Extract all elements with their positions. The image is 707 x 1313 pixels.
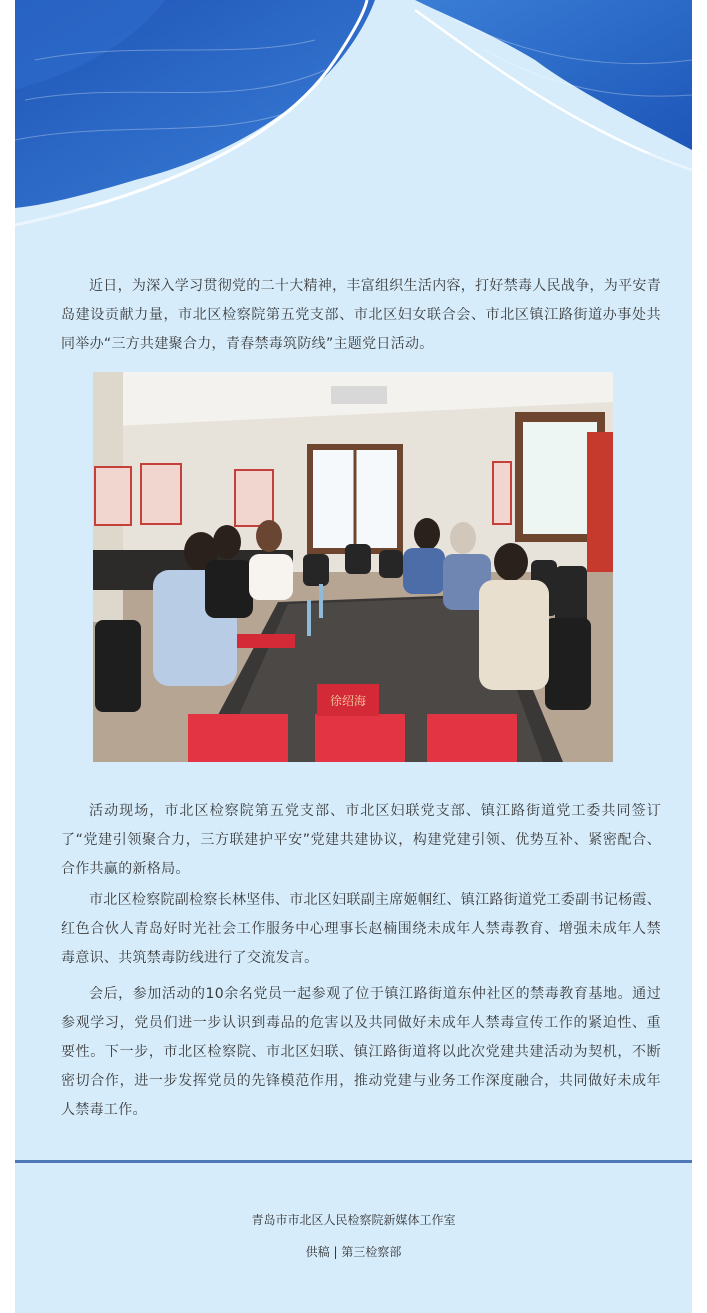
footer-divider bbox=[15, 1160, 692, 1163]
nameplate-text: 徐绍海 bbox=[329, 694, 367, 708]
signing-paragraph: 活动现场，市北区检察院第五党支部、市北区妇联党支部、镇江路街道党工委共同签订了“党建引领聚合力，三方联建护平安”党建共建协议，构建党建引领、优势互补、紧密配合、合作共赢的新格局。 bbox=[61, 803, 661, 877]
header-banner bbox=[15, 0, 692, 240]
intro-paragraph: 近日，为深入学习贯彻党的二十大精神，丰富组织生活内容，打好禁毒人民战争，为平安青岛建设贡献力量，市北区检察院第五党支部、市北区妇女联合会、市北区镇江路街道办事处共同举办“三方共建聚合力，青春禁毒筑防线”主题党日活动。 bbox=[61, 278, 661, 352]
footer-contributor: 供稿 | 第三检察部 bbox=[305, 1245, 402, 1259]
meeting-photo bbox=[93, 372, 613, 762]
article-page bbox=[15, 0, 692, 1313]
footer-studio: 青岛市市北区人民检察院新媒体工作室 bbox=[251, 1213, 456, 1227]
visit-paragraph: 会后，参加活动的10余名党员一起参观了位于镇江路街道东仲社区的禁毒教育基地。通过参观学习，党员们进一步认识到毒品的危害以及共同做好未成年人禁毒宣传工作的紧迫性、重要性。下一步，市北区检察院、市北区妇联、镇江路街道将以此次党建共建活动为契机，不断密切合作，进一步发挥党员的先锋模范作用，推动党建与业务工作深度融合，共同做好未成年人禁毒工作。 bbox=[61, 986, 661, 1118]
speeches-paragraph: 市北区检察院副检察长林坚伟、市北区妇联副主席姬帼红、镇江路街道党工委副书记杨霞、红色合伙人青岛好时光社会工作服务中心理事长赵楠围绕未成年人禁毒教育、增强未成年人禁毒意识、共筑禁毒防线进行了交流发言。 bbox=[61, 892, 661, 966]
